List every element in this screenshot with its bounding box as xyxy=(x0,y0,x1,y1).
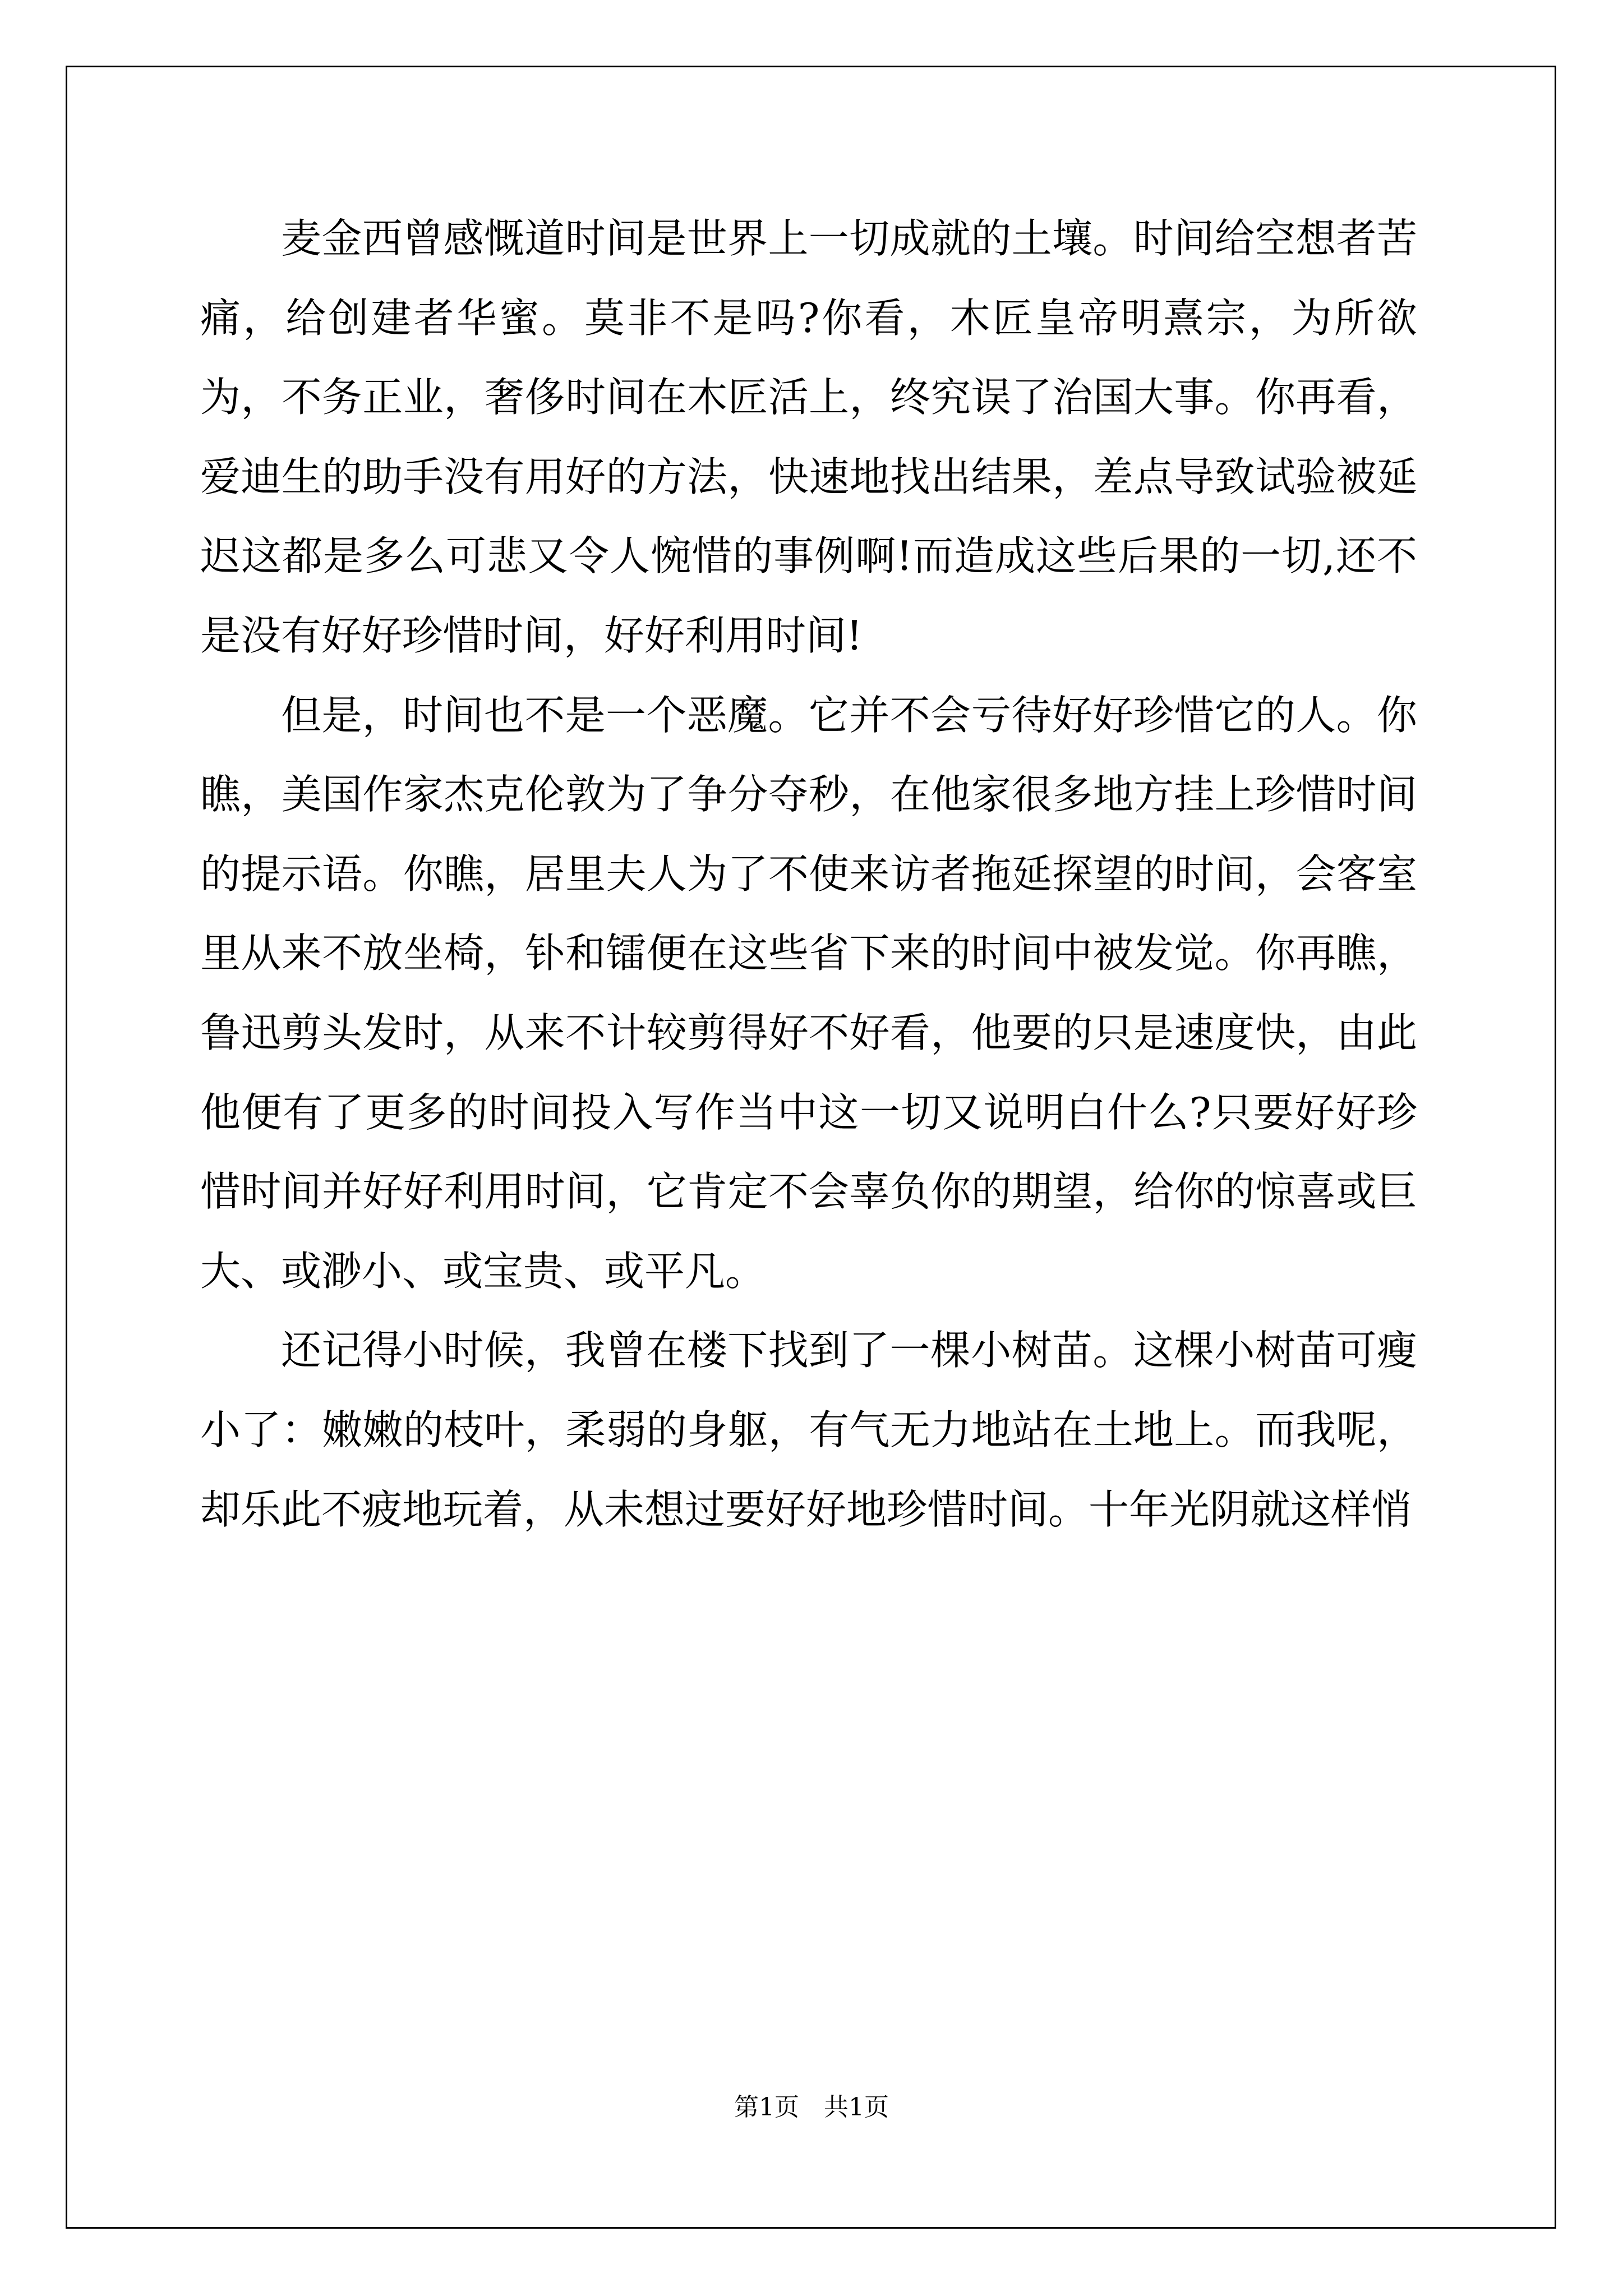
paragraph: 还记得小时候，我曾在楼下找到了一棵小树苗。这棵小树苗可瘦小了：嫩嫩的枝叶，柔弱的身躯，有气无力地站在土地上。而我呢，却乐此不疲地玩着，从未想过要好好地珍惜时间。十年光阴就这样悄 xyxy=(200,1327,1417,1533)
paragraph: 但是，时间也不是一个恶魔。它并不会亏待好好珍惜它的人。你瞧，美国作家杰克伦敦为了争分夺秒，在他家很多地方挂上珍惜时间的提示语。你瞧，居里夫人为了不使来访者拖延探望的时间，会客室里从来不放坐椅，钋和镭便在这些省下来的时间中被发觉。你再瞧，鲁迅剪头发时，从来不计较剪得好不好看，他要的只是速度快，由此他便有了更多的时间投入写作当中这一切又说明白什么?只要好好珍惜时间并好好利用时间，它肯定不会辜负你的期望，给你的惊喜或巨大、或渺小、或宝贵、或平凡。 xyxy=(200,691,1417,1295)
document-body xyxy=(200,199,1417,1549)
page-number-footer: 第1页 共1页 xyxy=(734,2093,889,2122)
paragraph: 麦金西曾感慨道时间是世界上一切成就的土壤。时间给空想者苦痛，给创建者华蜜。莫非不是吗?你看，木匠皇帝明熹宗，为所欲为，不务正业，奢侈时间在木匠活上，终究误了治国大事。你再看，爱迪生的助手没有用好的方法，快速地找出结果，差点导致试验被延迟这都是多么可悲又令人惋惜的事例啊!而造成这些后果的一切,还不是没有好好珍惜时间，好好利用时间! xyxy=(200,215,1417,659)
